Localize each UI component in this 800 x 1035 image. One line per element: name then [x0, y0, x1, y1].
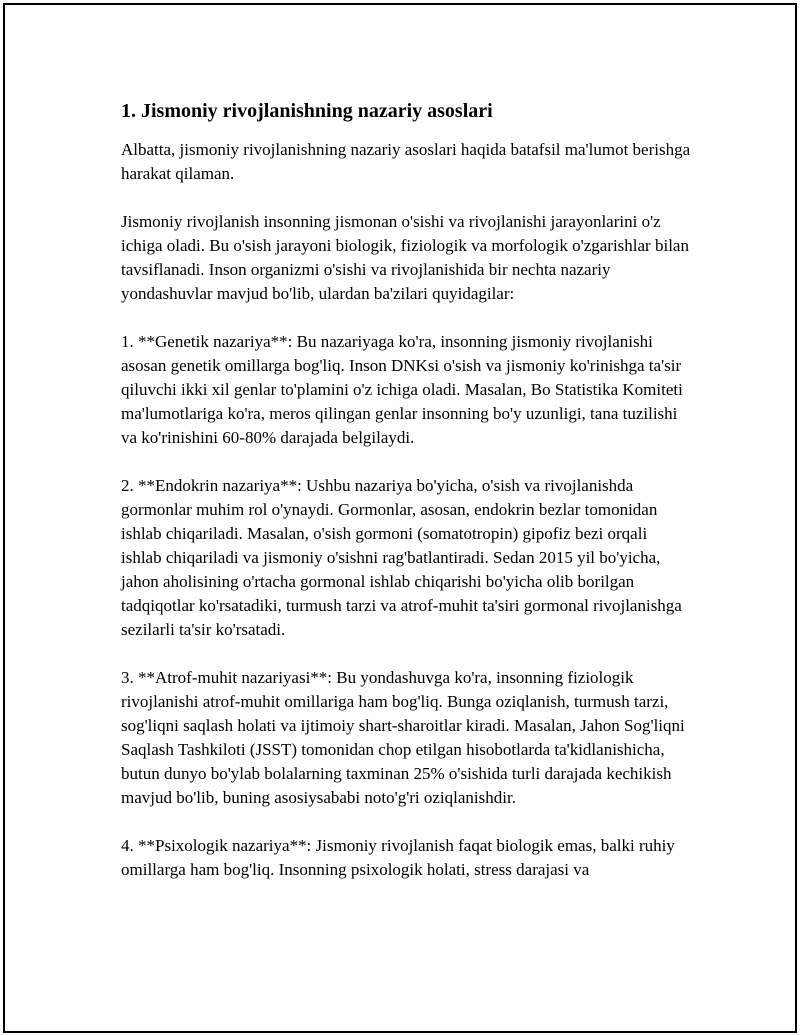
- paragraph-intro: Albatta, jismoniy rivojlanishning nazariy asoslari haqida batafsil ma'lumot berishga harakat qilaman.: [121, 140, 691, 183]
- paragraph-genetic-theory: 1. **Genetik nazariya**: Bu nazariyaga ko'ra, insonning jismoniy rivojlanishi asosan genetik omillarga bog'liq. Inson DNKsi o'sish va jismoniy ko'rinishga ta'sir qiluvchi ikki xil genlar to'plamini o'z ichiga oladi. Masalan, Bo Statistika Komiteti ma'lumotlariga ko'ra, meros qilingan genlar insonning bo'y uzunligi, tana tuzilishi va ko'rinishini 60-80% darajada belgilaydi.: [121, 332, 683, 447]
- section-heading: 1. Jismoniy rivojlanishning nazariy asoslari: [121, 100, 493, 122]
- paragraph-overview: Jismoniy rivojlanish insonning jismonan o'sishi va rivojlanishi jarayonlarini o'z ichiga oladi. Bu o'sish jarayoni biologik, fiziologik va morfologik o'zgarishlar bilan tavsiflanadi. Inson organizmi o'sishi va rivojlanishida bir nechta nazariy yondashuvlar mavjud bo'lib, ulardan ba'zilari quyidagilar:: [121, 212, 689, 303]
- paragraph-environment-theory: 3. **Atrof-muhit nazariyasi**: Bu yondashuvga ko'ra, insonning fiziologik rivojlanishi atrof-muhit omillariga ham bog'liq. Bunga oziqlanish, turmush tarzi, sog'liqni saqlash holati va ijtimoiy shart-sharoitlar kiradi. Masalan, Jahon Sog'liqni Saqlash Tashkiloti (JSST) tomonidan chop etilgan hisobotlarda ta'kidlanishicha, butun dunyo bo'ylab bolalarning taxminan 25% o'sishida turli darajada kechikish mavjud bo'lib, buning asosiysababi noto'g'ri oziqlanishdir.: [121, 668, 685, 807]
- paragraph-endocrine-theory: 2. **Endokrin nazariya**: Ushbu nazariya bo'yicha, o'sish va rivojlanishda gormonlar muhim rol o'ynaydi. Gormonlar, asosan, endokrin bezlar tomonidan ishlab chiqariladi. Masalan, o'sish gormoni (somatotropin) gipofiz bezi orqali ishlab chiqariladi va jismoniy o'sishni rag'batlantiradi. Sedan 2015 yil bo'yicha, jahon aholisining o'rtacha gormonal ishlab chiqarishi bo'yicha olib borilgan tadqiqotlar ko'rsatadiki, turmush tarzi va atrof-muhit ta'siri gormonal rivojlanishga sezilarli ta'sir ko'rsatadi.: [121, 476, 682, 639]
- document-body: [121, 98, 691, 906]
- document-page: [3, 3, 797, 1033]
- paragraph-psychological-theory: 4. **Psixologik nazariya**: Jismoniy rivojlanish faqat biologik emas, balki ruhiy omillarga ham bog'liq. Insonning psixologik holati, stress darajasi va: [121, 836, 675, 879]
